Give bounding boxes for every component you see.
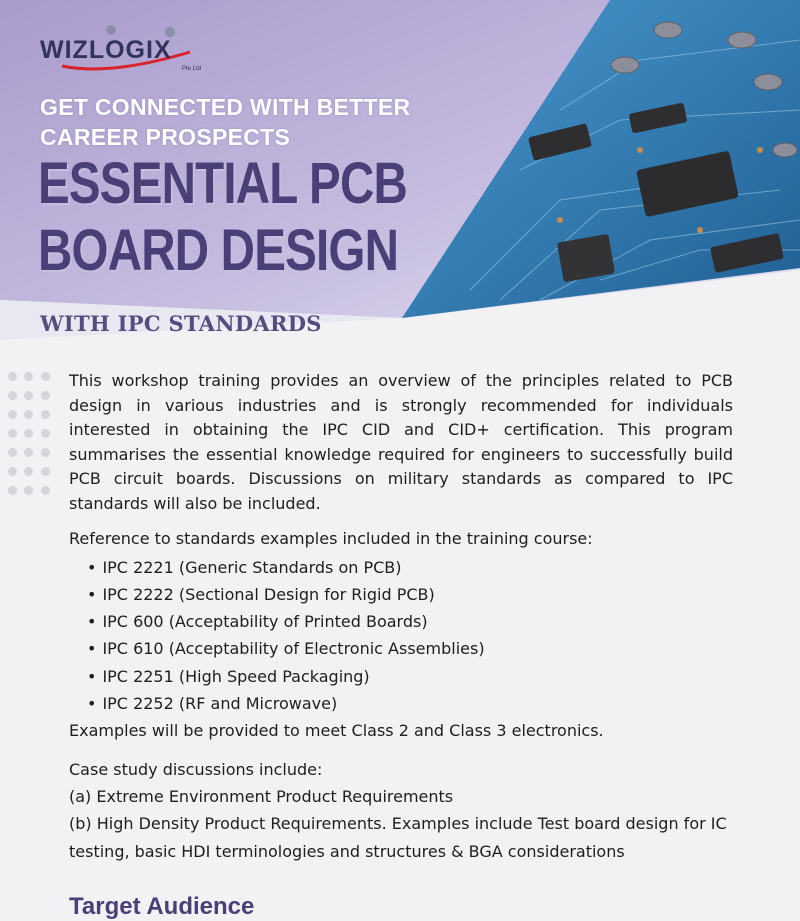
page-subtitle: WITH IPC STANDARDS <box>40 311 322 336</box>
list-item: • IPC 600 (Acceptability of Printed Boards) <box>87 608 733 635</box>
list-item: • IPC 610 (Acceptability of Electronic Assemblies) <box>87 635 733 662</box>
standards-list <box>69 554 733 718</box>
target-audience-heading: Target Audience <box>69 893 255 920</box>
class-note: Examples will be provided to meet Class 2 and Class 3 electronics. <box>69 721 604 741</box>
tagline-line-1: GET CONNECTED WITH BETTER <box>40 94 411 120</box>
list-item: • IPC 2251 (High Speed Packaging) <box>87 663 733 690</box>
standards-heading: Reference to standards examples included in the training course: <box>69 529 593 548</box>
list-item: • IPC 2252 (RF and Microwave) <box>87 690 733 717</box>
case-study-heading: Case study discussions include: <box>69 760 323 780</box>
logo-wordmark: WIZLOGIX <box>40 36 172 64</box>
list-item: • IPC 2221 (Generic Standards on PCB) <box>87 554 733 581</box>
case-study-a: (a) Extreme Environment Product Requirements <box>69 787 454 807</box>
title-line-1: ESSENTIAL PCB <box>38 151 408 216</box>
hero-tagline <box>40 92 460 152</box>
company-logo <box>40 22 205 78</box>
page-title <box>38 150 448 284</box>
intro-paragraph: This workshop training provides an overview of the principles related to PCB design in various industries and is strongly recommended for individuals interested in obtaining the IPC CID and CID+ certification. This program summarises the essential knowledge required for engineers to successfully build PCB circuit boards. Discussions on military standards as compared to IPC standards will also be included. <box>69 371 733 513</box>
logo-suffix: Pte Ltd <box>181 66 201 72</box>
list-item: • IPC 2222 (Sectional Design for Rigid PCB) <box>87 581 733 608</box>
tagline-line-2: CAREER PROSPECTS <box>40 124 291 150</box>
case-study-b: (b) High Density Product Requirements. Examples include Test board design for IC testing, basic HDI terminologies and structures & BGA considerations <box>69 814 727 861</box>
title-line-2: BOARD DESIGN <box>38 218 399 283</box>
course-description <box>69 369 733 865</box>
